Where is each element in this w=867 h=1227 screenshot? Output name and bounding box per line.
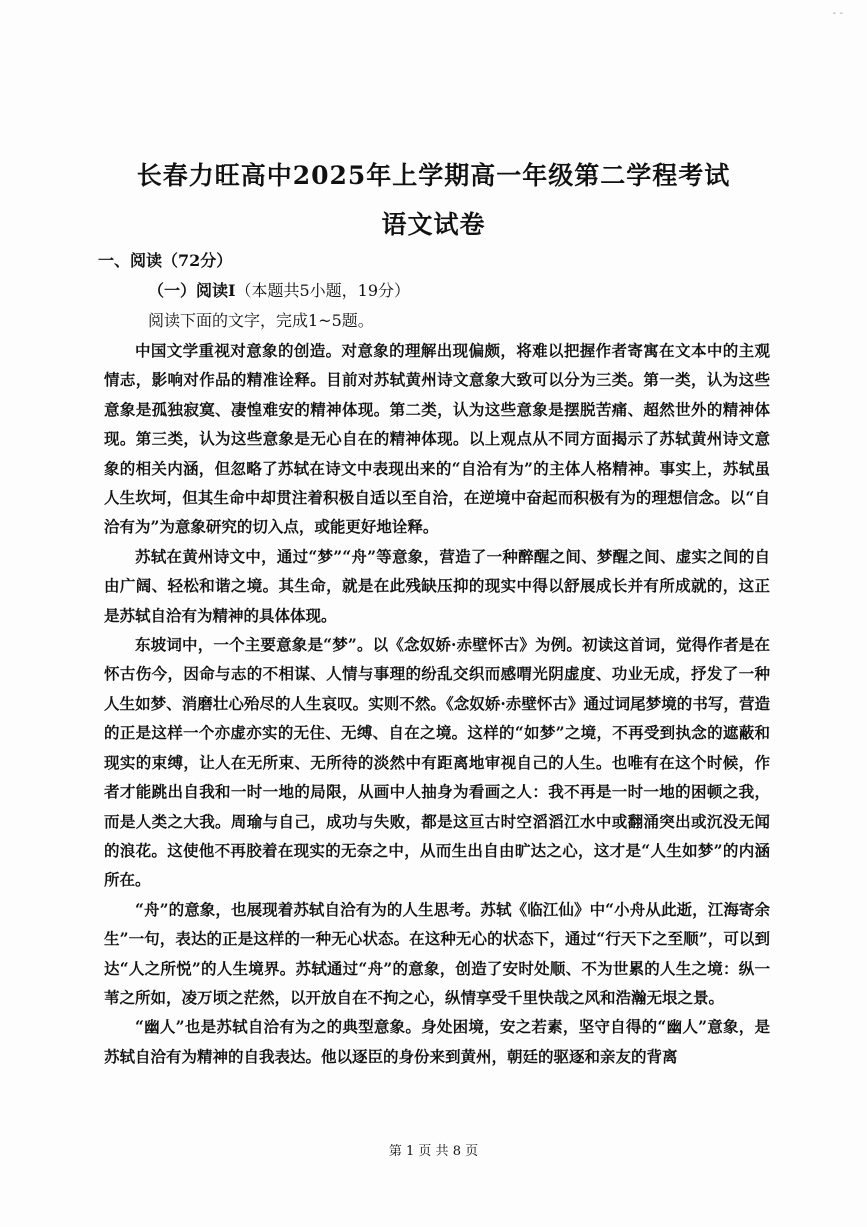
passage-paragraph: 东坡词中，一个主要意象是“梦”。以《念奴娇·赤壁怀古》为例。初读这首词，觉得作者是在怀古伤今，因命与志的不相谋、人情与事理的纷乱交织而感喟光阴虚度、功业无成，抒发了一种人生如梦、消磨壮心殆尽的人生哀叹。实则不然。《念奴娇·赤壁怀古》通过词尾梦境的书写，营造的正是这样一个亦虚亦实的无住、无缚、自在之境。这样的“如梦”之境，不再受到执念的遮蔽和现实的束缚，让人在无所束、无所待的淡然中有距离地审视自己的人生。也唯有在这个时候，作者才能跳出自我和一时一地的局限，从画中人抽身为看画之人：我不再是一时一地的困顿之我，而是人类之大我。周瑜与自己，成功与失败，都是这亘古时空滔滔江水中或翻涌突出或沉没无闻的浪花。这使他不再胶着在现实的无奈之中，从而生出自由旷达之心，这才是“人生如梦”的内涵所在。	[104, 635, 770, 890]
page-footer: 第 1 页 共 8 页	[388, 1144, 479, 1159]
corner-mark: - -	[832, 8, 843, 19]
reading-instruction: 阅读下面的文字，完成1~5题。	[148, 311, 374, 330]
reading-passage	[104, 336, 770, 1071]
section-heading: 一、阅读（72分）	[98, 251, 233, 270]
exam-subtitle: 语文试卷	[381, 210, 486, 239]
passage-paragraph: “幽人”也是苏轼自洽有为之的典型意象。身处困境，安之若素，坚守自得的“幽人”意象，是苏轼自洽有为精神的自我表达。他以逐臣的身份来到黄州，朝廷的驱逐和亲友的背离	[104, 1017, 770, 1066]
part-detail: （本题共5小题，19分）	[235, 281, 411, 300]
exam-title: 长春力旺高中2025年上学期高一年级第二学程考试	[136, 161, 731, 190]
passage-paragraph: “舟”的意象，也展现着苏轼自洽有为的人生思考。苏轼《临江仙》中“小舟从此逝，江海寄余生”一句，表达的正是这样的一种无心状态。在这种无心的状态下，通过“行天下之至顺”，可以到达“人之所悦”的人生境界。苏轼通过“舟”的意象，创造了安时处顺、不为世累的人生之境：纵一苇之所如，凌万顷之茫然，以开放自在不拘之心，纵情享受千里快哉之风和浩瀚无垠之景。	[104, 899, 770, 1007]
part-label: （一）阅读Ⅰ	[148, 281, 236, 300]
passage-paragraph: 中国文学重视对意象的创造。对意象的理解出现偏颇，将难以把握作者寄寓在文本中的主观情志，影响对作品的精准诠释。目前对苏轼黄州诗文意象大致可以分为三类。第一类，认为这些意象是孤独寂寞、凄惶难安的精神体现。第二类，认为这些意象是摆脱苦痛、超然世外的精神体现。第三类，认为这些意象是无心自在的精神体现。以上观点从不同方面揭示了苏轼黄州诗文意象的相关内涵，但忽略了苏轼在诗文中表现出来的“自洽有为”的主体人格精神。事实上，苏轼虽人生坎坷，但其生命中却贯注着积极自适以至自洽，在逆境中奋起而积极有为的理想信念。以“自洽有为”为意象研究的切入点，或能更好地诠释。	[104, 341, 770, 537]
passage-paragraph: 苏轼在黄州诗文中，通过“梦”“舟”等意象，营造了一种醉醒之间、梦醒之间、虚实之间的自由广阔、轻松和谐之境。其生命，就是在此残缺压抑的现实中得以舒展成长并有所成就的，这正是苏轼自洽有为精神的具体体现。	[104, 546, 770, 625]
part-heading	[148, 278, 410, 301]
